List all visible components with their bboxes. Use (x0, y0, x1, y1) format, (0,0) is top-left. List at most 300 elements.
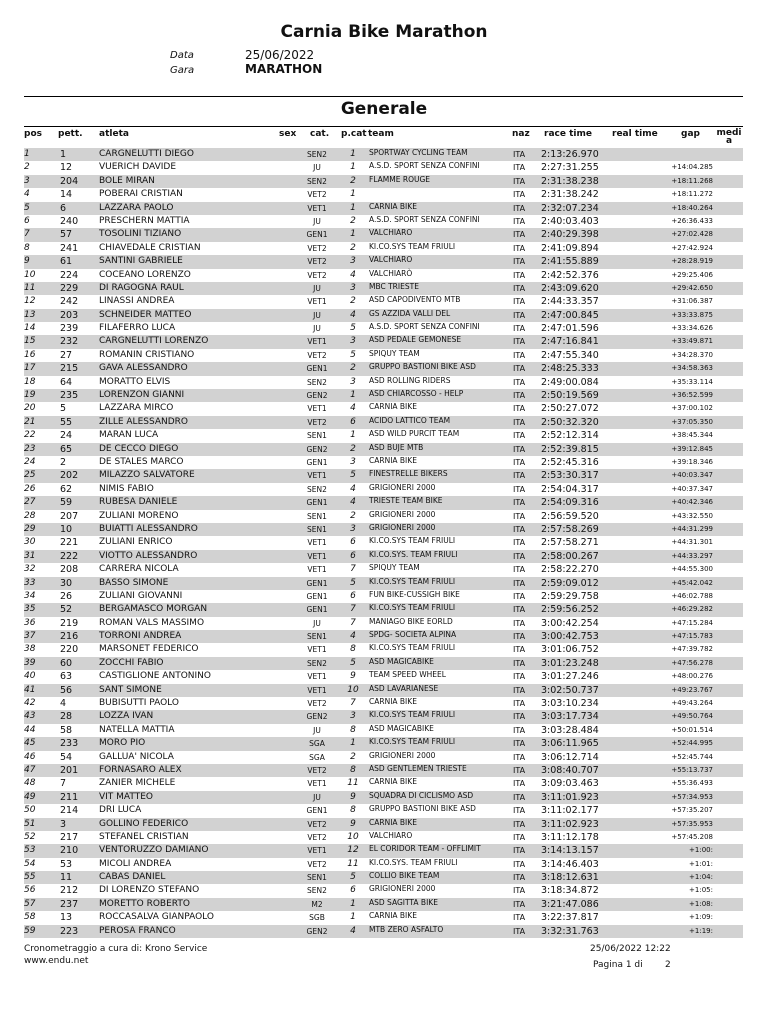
row-category-position: 1 (350, 229, 356, 240)
row-gap: +40:42.346 (671, 498, 713, 507)
row-team: GRIGIONERI 2000 (369, 509, 436, 519)
row-nation: ITA (513, 779, 526, 789)
row-bib-number: 242 (60, 296, 79, 308)
row-category: SGB (309, 913, 325, 923)
row-bib-number: 204 (60, 175, 79, 187)
row-category: VET2 (307, 832, 327, 842)
row-position: 6 (24, 215, 30, 226)
row-category: GEN1 (306, 591, 328, 601)
row-position: 57 (24, 898, 36, 909)
row-category-position: 2 (350, 175, 356, 186)
row-team: ASD CAPODIVENTO MTB (369, 295, 461, 305)
row-race-time: 3:01:23.248 (541, 657, 599, 669)
row-gap: +47:15.284 (671, 618, 713, 627)
row-position: 53 (24, 845, 36, 856)
row-bib-number: 223 (60, 925, 79, 937)
row-nation: ITA (513, 806, 526, 816)
row-bib-number: 62 (60, 483, 73, 495)
row-bib-number: 10 (60, 523, 73, 535)
row-nation: ITA (513, 699, 526, 709)
row-team: GRIGIONERI 2000 (369, 522, 436, 532)
row-gap: +37:00.102 (671, 404, 713, 413)
row-nation: ITA (513, 457, 526, 467)
row-race-time: 2:56:59.520 (541, 510, 599, 522)
row-team: ASD MAGICABIKE (369, 723, 434, 733)
row-bib-number: 202 (60, 470, 79, 482)
row-athlete-name: CABAS DANIEL (99, 872, 166, 883)
row-bib-number: 26 (60, 590, 73, 602)
row-category: SGA (309, 739, 325, 749)
row-category-position: 1 (350, 430, 356, 441)
row-bib-number: 53 (60, 858, 73, 870)
row-race-time: 2:49:00.084 (541, 376, 599, 388)
col-gap: gap (681, 129, 700, 139)
row-team: ASD GENTLEMEN TRIESTE (369, 763, 467, 773)
row-bib-number: 3 (60, 818, 67, 830)
row-nation: ITA (513, 230, 526, 240)
row-position: 52 (24, 831, 36, 842)
row-position: 42 (24, 698, 36, 709)
row-nation: ITA (513, 752, 526, 762)
row-category: JU (313, 618, 321, 628)
row-position: 34 (24, 590, 36, 601)
row-category-position: 9 (350, 791, 356, 802)
col-cat: cat. (310, 129, 330, 139)
row-team: SPDG- SOCIETA ALPINA (369, 630, 457, 640)
row-category-position: 3 (350, 256, 356, 267)
row-bib-number: 215 (60, 363, 79, 375)
row-nation: ITA (513, 899, 526, 909)
row-position: 27 (24, 497, 36, 508)
row-nation: ITA (513, 337, 526, 347)
row-gap: +28:28.919 (671, 257, 713, 266)
row-team: CARNIA BIKE (369, 817, 417, 827)
row-athlete-name: MICOLI ANDREA (99, 858, 172, 869)
row-athlete-name: RUBESA DANIELE (99, 497, 178, 508)
row-gap: +37:05.350 (671, 417, 713, 426)
header-divider (24, 126, 743, 127)
row-category-position: 1 (350, 898, 356, 909)
row-position: 58 (24, 912, 36, 923)
row-nation: ITA (513, 297, 526, 307)
row-position: 30 (24, 537, 36, 548)
row-team: CARNIA BIKE (369, 455, 417, 465)
col-sex: sex (279, 129, 297, 139)
row-category: GEN2 (306, 444, 328, 454)
row-bib-number: 224 (60, 269, 79, 281)
row-nation: ITA (513, 859, 526, 869)
row-team: FINESTRELLE BIKERS (369, 469, 448, 479)
row-category: JU (313, 216, 321, 226)
row-category: VET1 (307, 297, 327, 307)
row-nation: ITA (513, 792, 526, 802)
row-position: 38 (24, 644, 36, 655)
row-category: VET1 (307, 337, 327, 347)
row-bib-number: 237 (60, 898, 79, 910)
row-nation: ITA (513, 257, 526, 267)
row-bib-number: 30 (60, 577, 73, 589)
row-gap: +35:33.114 (671, 377, 713, 386)
row-bib-number: 219 (60, 617, 79, 629)
row-team: KI.CO.SYS TEAM FRIULI (369, 710, 456, 720)
row-nation: ITA (513, 739, 526, 749)
row-gap: +14:04.285 (671, 163, 713, 172)
row-team: MBC TRIESTE (369, 281, 419, 291)
row-team: ASD MAGICABIKE (369, 656, 434, 666)
row-category-position: 3 (350, 376, 356, 387)
row-category-position: 2 (350, 363, 356, 374)
row-team: ASD ROLLING RIDERS (369, 375, 451, 385)
row-gap: +26:36.433 (671, 216, 713, 225)
row-bib-number: 212 (60, 885, 79, 897)
row-athlete-name: VIOTTO ALESSANDRO (99, 550, 198, 561)
row-position: 13 (24, 309, 36, 320)
row-team: ASD BUJE MTB (369, 442, 424, 452)
row-bib-number: 208 (60, 564, 79, 576)
row-nation: ITA (513, 216, 526, 226)
row-team: GRUPPO BASTIONI BIKE ASD (369, 362, 476, 372)
row-position: 14 (24, 323, 36, 334)
row-category-position: 1 (350, 912, 356, 923)
row-nation: ITA (513, 417, 526, 427)
row-nation: ITA (513, 873, 526, 883)
row-race-time: 2:58:00.267 (541, 550, 599, 562)
row-nation: ITA (513, 846, 526, 856)
row-athlete-name: STEFANEL CRISTIAN (99, 831, 189, 842)
row-nation: ITA (513, 725, 526, 735)
row-position: 15 (24, 336, 36, 347)
row-race-time: 3:11:12.178 (541, 831, 599, 843)
row-category-position: 9 (350, 818, 356, 829)
row-nation: ITA (513, 150, 526, 159)
row-race-time: 2:42:52.376 (541, 269, 599, 281)
row-athlete-name: POBERAI CRISTIAN (99, 189, 183, 200)
row-nation: ITA (513, 377, 526, 387)
row-position: 46 (24, 751, 36, 762)
row-athlete-name: PRESCHERN MATTIA (99, 215, 190, 226)
row-bib-number: 64 (60, 376, 73, 388)
row-category-position: 2 (350, 510, 356, 521)
row-race-time: 2:31:38.242 (541, 189, 599, 201)
row-nation: ITA (513, 163, 526, 173)
row-category-position: 4 (350, 403, 356, 414)
row-athlete-name: SANTINI GABRIELE (99, 256, 183, 267)
row-athlete-name: CARGNELUTTI DIEGO (99, 149, 194, 159)
row-nation: ITA (513, 765, 526, 775)
row-category-position: 7 (350, 564, 356, 575)
row-gap: +36:52.599 (671, 391, 713, 400)
row-race-time: 2:59:09.012 (541, 577, 599, 589)
row-race-time: 3:11:02.177 (541, 805, 599, 817)
row-athlete-name: LORENZON GIANNI (99, 390, 185, 401)
row-category-position: 4 (350, 497, 356, 508)
row-team: TRIESTE TEAM BIKE (369, 496, 443, 506)
row-race-time: 3:08:40.707 (541, 764, 599, 776)
row-gap: +18:11.268 (671, 176, 713, 185)
row-bib-number: 52 (60, 604, 73, 616)
row-gap: +52:44.995 (671, 739, 713, 748)
row-race-time: 3:06:11.965 (541, 738, 599, 750)
date-value: 25/06/2022 (245, 48, 315, 62)
row-bib-number: 210 (60, 845, 79, 857)
row-race-time: 3:06:12.714 (541, 751, 599, 763)
row-gap: +34:58.363 (671, 364, 713, 373)
row-team: ASD PEDALE GEMONESE (369, 335, 462, 345)
row-category: VET1 (307, 685, 327, 695)
row-category-position: 1 (350, 390, 356, 401)
row-position: 22 (24, 430, 36, 441)
row-nation: ITA (513, 551, 526, 561)
row-nation: ITA (513, 685, 526, 695)
row-position: 35 (24, 604, 36, 615)
row-category-position: 10 (347, 684, 359, 695)
row-race-time: 3:18:34.872 (541, 885, 599, 897)
row-category: SEN2 (307, 484, 327, 494)
top-divider (24, 96, 743, 97)
row-category-position: 10 (347, 831, 359, 842)
row-nation: ITA (513, 886, 526, 896)
website-link[interactable]: www.endu.net (24, 956, 89, 966)
row-gap: +46:29.282 (671, 605, 713, 614)
row-race-time: 2:48:25.333 (541, 363, 599, 375)
row-team: A.S.D. SPORT SENZA CONFINI (369, 322, 480, 332)
row-category-position: 8 (350, 724, 356, 735)
row-race-time: 3:11:01.923 (541, 791, 599, 803)
row-athlete-name: VIT MATTEO (99, 791, 153, 802)
row-gap: +33:33.875 (671, 310, 713, 319)
row-race-time: 2:53:30.317 (541, 470, 599, 482)
row-race-time: 2:54:09.316 (541, 497, 599, 509)
row-position: 25 (24, 470, 36, 481)
row-nation: ITA (513, 832, 526, 842)
row-athlete-name: ZULIANI ENRICO (99, 537, 173, 548)
row-position: 16 (24, 349, 36, 360)
row-category: SEN1 (307, 873, 327, 883)
row-bib-number: 59 (60, 497, 73, 509)
row-category: SEN2 (307, 658, 327, 668)
row-category: VET1 (307, 672, 327, 682)
row-category-position: 4 (350, 631, 356, 642)
date-label: Data (170, 50, 194, 61)
row-gap: +48:00.276 (671, 672, 713, 681)
row-gap: +57:35.207 (671, 806, 713, 815)
row-bib-number: 217 (60, 831, 79, 843)
row-bib-number: 27 (60, 349, 73, 361)
row-position: 50 (24, 805, 36, 816)
row-team: KI.CO.SYS TEAM FRIULI (369, 576, 456, 586)
row-nation: ITA (513, 270, 526, 280)
row-race-time: 2:52:45.316 (541, 456, 599, 468)
row-position: 10 (24, 269, 36, 280)
row-nation: ITA (513, 913, 526, 923)
row-gap: +29:42.650 (671, 283, 713, 292)
row-category-position: 4 (350, 309, 356, 320)
row-team: CARNIA BIKE (369, 911, 417, 921)
row-athlete-name: SANT SIMONE (99, 684, 162, 695)
page-title: Carnia Bike Marathon (280, 22, 488, 42)
row-team: A.S.D. SPORT SENZA CONFINI (369, 214, 480, 224)
row-bib-number: 63 (60, 671, 73, 683)
row-team: KI.CO.SYS TEAM FRIULI (369, 643, 456, 653)
row-nation: ITA (513, 176, 526, 186)
row-nation: ITA (513, 404, 526, 414)
row-athlete-name: ROMAN VALS MASSIMO (99, 617, 205, 628)
row-team: SPIQUY TEAM (369, 563, 420, 573)
row-race-time: 2:41:55.889 (541, 256, 599, 268)
row-category: GEN2 (306, 391, 328, 401)
row-category-position: 1 (350, 738, 356, 749)
row-gap: +47:56.278 (671, 658, 713, 667)
row-athlete-name: MORO PIO (99, 738, 146, 749)
row-gap: +33:34.626 (671, 324, 713, 333)
row-position: 19 (24, 390, 36, 401)
row-position: 29 (24, 523, 36, 534)
row-athlete-name: DRI LUCA (99, 805, 142, 816)
row-category: VET2 (307, 270, 327, 280)
page-total: 2 (665, 960, 671, 970)
row-position: 21 (24, 416, 36, 427)
row-category-position: 11 (347, 858, 359, 869)
row-athlete-name: BOLE MIRAN (99, 175, 155, 186)
row-athlete-name: LOZZA IVAN (99, 711, 154, 722)
page-label: Pagina 1 di (593, 960, 643, 970)
row-race-time: 2:50:27.072 (541, 403, 599, 415)
row-gap: +1:04: (689, 873, 713, 882)
row-category: M2 (311, 899, 323, 909)
row-athlete-name: DI RAGOGNA RAUL (99, 282, 184, 293)
row-athlete-name: ROCCASALVA GIANPAOLO (99, 912, 214, 923)
row-category-position: 3 (350, 282, 356, 293)
row-athlete-name: ZULIANI GIOVANNI (99, 590, 183, 601)
row-athlete-name: DI LORENZO STEFANO (99, 885, 200, 896)
row-category: VET1 (307, 846, 327, 856)
row-position: 26 (24, 483, 36, 494)
col-pcat: p.cat (341, 129, 367, 139)
row-athlete-name: LAZZARA MIRCO (99, 403, 174, 414)
row-category: GEN1 (306, 605, 328, 615)
row-bib-number: 222 (60, 550, 79, 562)
row-race-time: 2:47:55.340 (541, 349, 599, 361)
row-category: VET1 (307, 538, 327, 548)
row-race-time: 2:41:09.894 (541, 242, 599, 254)
row-category-position: 6 (350, 885, 356, 896)
row-category: VET2 (307, 859, 327, 869)
row-category: VET2 (307, 417, 327, 427)
row-position: 4 (24, 189, 30, 200)
row-race-time: 2:47:01.596 (541, 323, 599, 335)
row-team: EL CORIDOR TEAM - OFFLIMIT (369, 844, 481, 854)
row-athlete-name: LINASSI ANDREA (99, 296, 175, 307)
row-bib-number: 241 (60, 242, 79, 254)
row-category: GEN2 (306, 712, 328, 722)
row-athlete-name: PEROSA FRANCO (99, 925, 176, 936)
row-nation: ITA (513, 471, 526, 481)
row-nation: ITA (513, 819, 526, 829)
row-bib-number: 7 (60, 778, 67, 790)
row-category: VET1 (307, 404, 327, 414)
row-bib-number: 14 (60, 189, 73, 201)
row-category: JU (313, 283, 321, 293)
row-athlete-name: BASSO SIMONE (99, 577, 169, 588)
row-category: SEN1 (307, 431, 327, 441)
row-position: 5 (24, 202, 30, 213)
row-bib-number: 13 (60, 912, 73, 924)
row-race-time: 2:52:39.815 (541, 443, 599, 455)
row-category-position: 2 (350, 215, 356, 226)
race-label: Gara (170, 65, 195, 76)
row-bib-number: 54 (60, 751, 73, 763)
row-category: GEN1 (306, 806, 328, 816)
row-gap: +47:39.782 (671, 645, 713, 654)
row-category: JU (313, 163, 321, 173)
row-race-time: 3:09:03.463 (541, 778, 599, 790)
row-position: 12 (24, 296, 36, 307)
row-nation: ITA (513, 283, 526, 293)
row-bib-number: 12 (60, 162, 73, 174)
row-category-position: 6 (350, 416, 356, 427)
row-position: 1 (24, 149, 30, 159)
row-category-position: 4 (350, 483, 356, 494)
row-category-position: 7 (350, 698, 356, 709)
row-gap: +44:31.301 (671, 538, 713, 547)
row-category-position: 3 (350, 523, 356, 534)
row-category: VET1 (307, 565, 327, 575)
row-nation: ITA (513, 565, 526, 575)
row-category-position: 5 (350, 872, 356, 883)
row-category: VET1 (307, 779, 327, 789)
row-team: VALCHIARÒ (369, 268, 413, 278)
row-race-time: 3:01:06.752 (541, 644, 599, 656)
col-naz: naz (512, 129, 530, 139)
row-nation: ITA (513, 350, 526, 360)
row-gap: +18:40.264 (671, 203, 713, 212)
col-real-time: real time (612, 129, 658, 139)
row-position: 24 (24, 456, 36, 467)
row-athlete-name: COCEANO LORENZO (99, 269, 191, 280)
row-team: ASD SAGITTA BIKE (369, 897, 438, 907)
col-media: medi a (716, 128, 742, 146)
row-gap: +49:43.264 (671, 699, 713, 708)
row-category: VET2 (307, 699, 327, 709)
row-athlete-name: LAZZARA PAOLO (99, 202, 174, 213)
row-category: JU (313, 792, 321, 802)
row-gap: +47:15.783 (671, 632, 713, 641)
row-team: TEAM SPEED WHEEL (369, 670, 446, 680)
row-team: GRUPPO BASTIONI BIKE ASD (369, 804, 476, 814)
row-team: GS AZZIDA VALLI DEL (369, 308, 451, 318)
row-race-time: 3:14:13.157 (541, 845, 599, 857)
row-race-time: 3:32:31.763 (541, 925, 599, 937)
row-position: 9 (24, 256, 30, 267)
row-team: KI.CO.SYS TEAM FRIULI (369, 603, 456, 613)
row-category: SGA (309, 752, 325, 762)
row-athlete-name: MILAZZO SALVATORE (99, 470, 195, 481)
row-athlete-name: CARGNELUTTI LORENZO (99, 336, 209, 347)
row-category-position: 1 (350, 162, 356, 173)
row-category-position: 6 (350, 537, 356, 548)
row-nation: ITA (513, 310, 526, 320)
row-team: FUN BIKE-CUSSIGH BIKE (369, 589, 460, 599)
row-category-position: 5 (350, 323, 356, 334)
row-athlete-name: NATELLA MATTIA (99, 724, 175, 735)
row-team: VALCHIARO (369, 255, 413, 265)
row-athlete-name: BUIATTI ALESSANDRO (99, 523, 198, 534)
row-category: VET1 (307, 203, 327, 213)
row-nation: ITA (513, 605, 526, 615)
row-position: 2 (24, 162, 30, 173)
row-nation: ITA (513, 391, 526, 401)
row-athlete-name: TORRONI ANDREA (99, 631, 182, 642)
